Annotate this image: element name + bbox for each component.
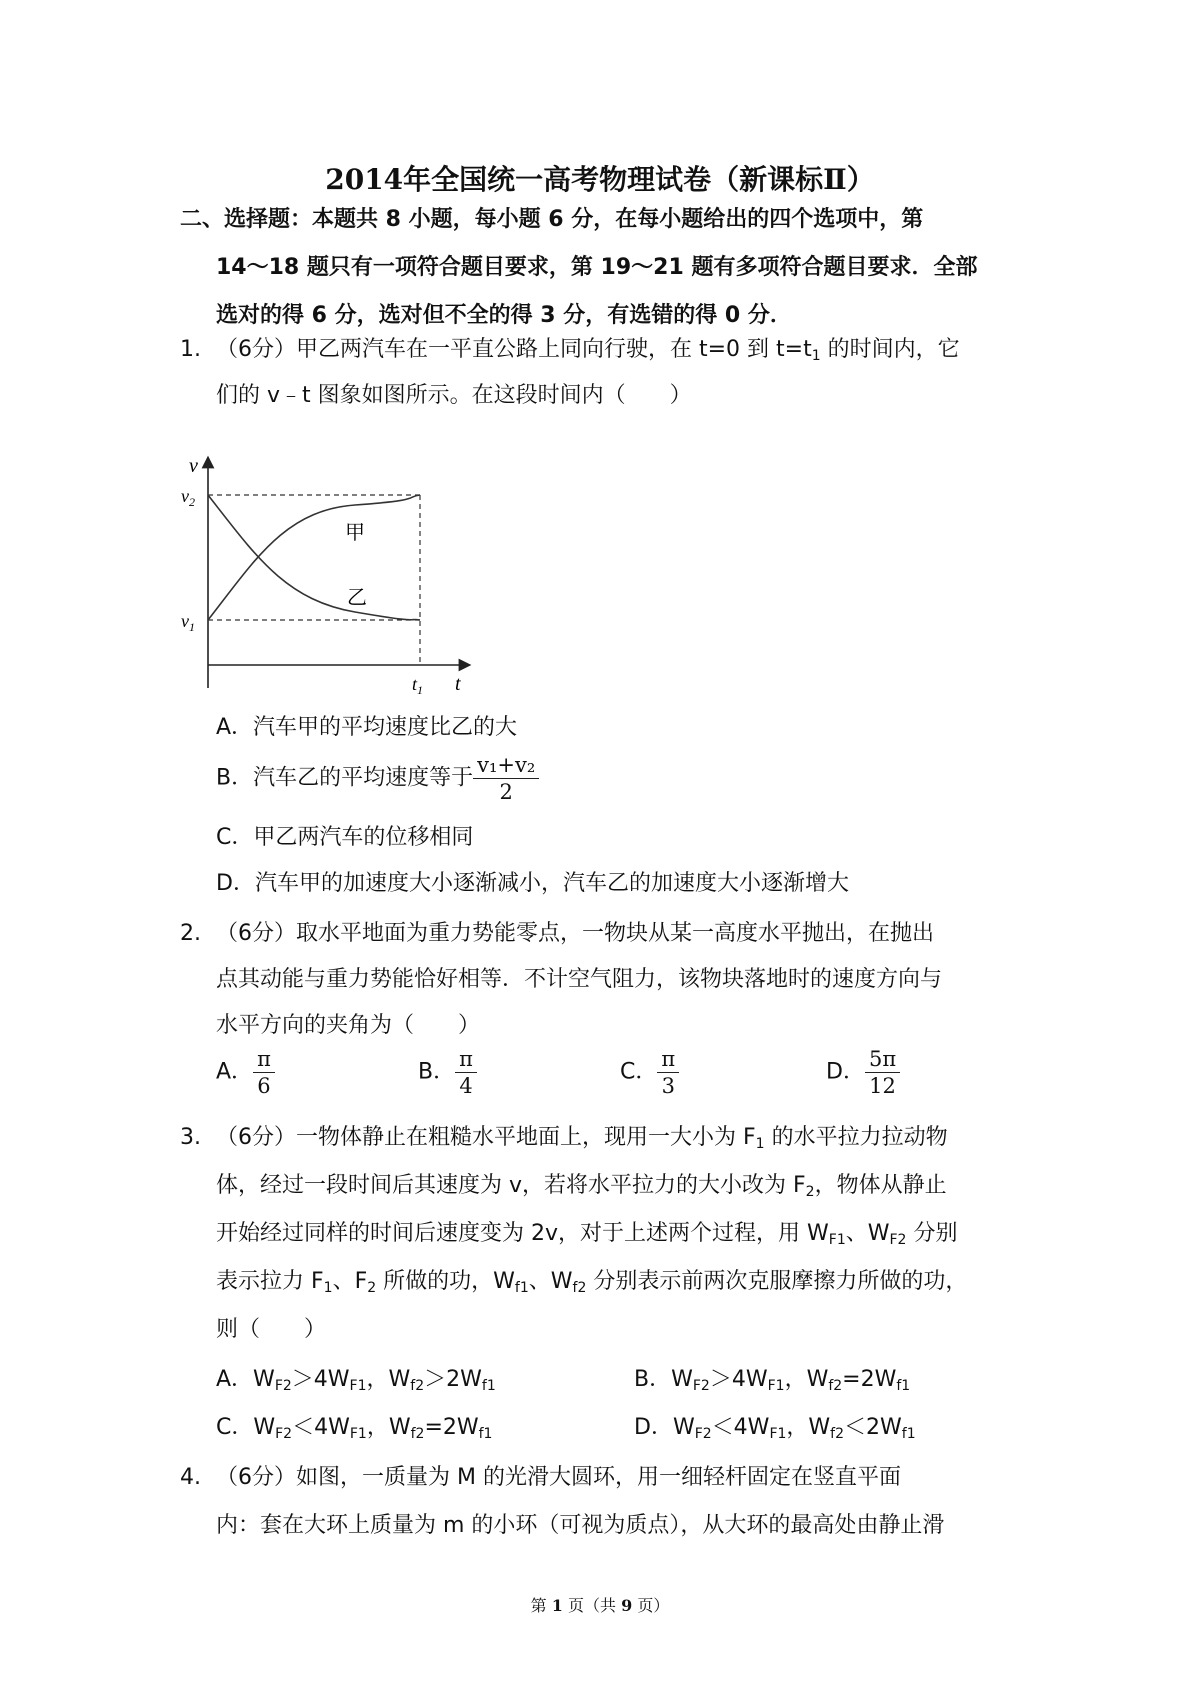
q1-option-d: D．汽车甲的加速度大小逐渐减小，汽车乙的加速度大小逐渐增大 [216,871,849,896]
q3-text-3: 开始经过同样的时间后速度变为 2v，对于上述两个过程，用 W [216,1221,829,1246]
q3-line-5: 则（ ） [216,1317,327,1342]
y-axis-label: v [189,455,198,477]
t1-label: $t_1$ [412,674,424,697]
q3-line-1 [180,1120,948,1152]
q2-option-d-label: D． [826,1059,865,1085]
q3-text-4m: 、F [332,1269,368,1294]
q3-option-d: D．$W_{F2}<4W_{F1}$，$W_{f2}<2W_{f1}$ [634,1415,916,1442]
q4-text-1: （6分）如图，一质量为 M 的光滑大圆环，用一细轻杆固定在竖直平面 [216,1465,901,1490]
q3-sub-4b: 2 [367,1280,377,1296]
q1-option-c: C．甲乙两汽车的位移相同 [216,825,474,850]
q3-c-sub-2: F1 [349,1426,367,1442]
q3-text-4m2: 、W [528,1269,573,1294]
q3-text-3m: 、W [845,1221,890,1246]
q1-line-2: 们的 v﹣t 图象如图所示。在这段时间内（ ） [216,383,692,408]
frac-numerator: π [455,1046,477,1073]
section-line-3: 选对的得 6 分，选对但不全的得 3 分，有选错的得 0 分． [216,303,792,328]
q2-option-a-label: A． [216,1059,254,1085]
q3-sub-3b: F2 [889,1232,907,1248]
q3-option-d-label: D．W [634,1415,695,1440]
q3-text-2b: ，物体从静止 [814,1173,947,1198]
q3-c-sub-3: f2 [410,1426,425,1442]
q3-sub-4d: f2 [572,1280,587,1296]
q3-a-sub-4: f1 [481,1378,496,1394]
q3-text-3b: 分别 [906,1221,958,1246]
vt-graph [175,450,475,700]
q1-text-1a: （6分）甲乙两汽车在一平直公路上同向行驶，在 t=0 到 t=t [216,337,812,362]
q1-number: 1. [180,337,201,362]
q3-c-sub-1: F2 [275,1426,293,1442]
q1-option-a: A．汽车甲的平均速度比乙的大 [216,715,518,740]
q2-option-c [620,1046,679,1099]
q2-option-a-fraction [253,1046,275,1099]
q4-line-1 [180,1460,901,1491]
q3-a-sub-3: f2 [410,1378,425,1394]
q3-b-sub-4: f1 [896,1378,911,1394]
curve-yi [208,495,420,620]
q2-number: 2. [180,921,201,946]
v2-label: $v_2$ [181,486,195,509]
q3-sub-4a: 1 [323,1280,333,1296]
footer-total-pages: 9 [621,1596,633,1615]
q3-a-sub-2: F1 [349,1378,367,1394]
q3-d-sub-3: f2 [830,1426,845,1442]
x-axis-label: t [455,673,461,695]
q1-option-b [216,752,539,805]
q3-text-4b: 所做的功，W [376,1269,515,1294]
q3-sub-2: 2 [805,1184,815,1200]
frac-denominator: 2 [499,780,513,804]
q3-b-sub-3: f2 [828,1378,843,1394]
curve-jia [208,495,420,620]
section-instructions [180,196,1040,340]
q2-option-d [826,1046,900,1099]
q3-line-2 [216,1168,947,1200]
q3-text-1b: 的水平拉力拉动物 [764,1125,948,1150]
frac-denominator: 12 [869,1074,896,1098]
footer-pre: 第 [530,1596,552,1615]
q3-option-a-label: A．W [216,1367,275,1392]
q1-line-1 [180,332,960,364]
frac-numerator: 5π [865,1046,900,1073]
frac-numerator: v₁+v₂ [473,752,539,779]
q2-option-c-label: C． [620,1059,658,1085]
frac-numerator: π [253,1046,275,1073]
q3-line-4 [216,1264,967,1296]
q2-option-b [418,1046,477,1099]
q3-d-sub-1: F2 [694,1426,712,1442]
curve-yi-label: 乙 [347,585,367,609]
frac-denominator: 4 [459,1074,473,1098]
q3-b-sub-2: F1 [767,1378,785,1394]
footer-post: 页） [632,1596,670,1615]
q2-option-a [216,1046,275,1099]
q2-text-1: （6分）取水平地面为重力势能零点，一物块从某一高度水平抛出，在抛出 [216,921,934,946]
q3-d-sub-2: F1 [769,1426,787,1442]
section-line-2: 14～18 题只有一项符合题目要求，第 19～21 题有多项符合题目要求．全部 [216,255,978,280]
q3-d-sub-4: f1 [901,1426,916,1442]
q3-text-4: 表示拉力 F [216,1269,324,1294]
q3-b-sub-1: F2 [692,1378,710,1394]
curve-jia-label: 甲 [345,520,365,544]
footer-page-number: 1 [551,1596,563,1615]
section-line-1: 二、选择题：本题共 8 小题，每小题 6 分，在每小题给出的四个选项中，第 [180,207,924,232]
q1-text-1b: 的时间内，它 [820,337,960,362]
q1-option-b-fraction [473,752,539,805]
q3-text-2: 体，经过一段时间后其速度为 v，若将水平拉力的大小改为 F [216,1173,806,1198]
v1-label: $v_1$ [181,611,195,634]
q3-option-a: A．$W_{F2}>4W_{F1}$，$W_{f2}>2W_{f1}$ [216,1367,496,1394]
q2-line-2: 点其动能与重力势能恰好相等．不计空气阻力，该物块落地时的速度方向与 [216,967,943,992]
q3-sub-1: 1 [755,1136,765,1152]
q3-option-b: B．$W_{F2}>4W_{F1}$，$W_{f2}=2W_{f1}$ [634,1367,911,1394]
q2-option-d-fraction [865,1046,900,1099]
frac-numerator: π [657,1046,679,1073]
q4-line-2: 内：套在大环上质量为 m 的小环（可视为质点），从大环的最高处由静止滑 [216,1513,945,1538]
q2-line-1 [180,916,934,947]
q3-text-1: （6分）一物体静止在粗糙水平地面上，现用一大小为 F [216,1125,756,1150]
q4-number: 4. [180,1465,201,1490]
q2-option-b-label: B． [418,1059,456,1085]
page-title: 2014年全国统一高考物理试卷（新课标Ⅱ） [325,163,875,196]
q2-option-c-fraction [657,1046,679,1099]
q3-c-sub-4: f1 [478,1426,493,1442]
q2-line-3: 水平方向的夹角为（ ） [216,1013,481,1038]
frac-denominator: 3 [661,1074,675,1098]
q1-option-b-text: B．汽车乙的平均速度等于 [216,765,474,791]
page-footer [0,1593,1200,1616]
q3-option-c-label: C．W [216,1415,276,1440]
q3-line-3 [216,1216,957,1248]
q3-option-c: C．$W_{F2}<4W_{F1}$，$W_{f2}=2W_{f1}$ [216,1415,493,1442]
q2-option-b-fraction [455,1046,477,1099]
q3-sub-4c: f1 [514,1280,529,1296]
footer-mid: 页（共 [562,1596,622,1615]
frac-denominator: 6 [257,1074,271,1098]
q3-sub-3a: F1 [828,1232,846,1248]
q3-text-4c: 分别表示前两次克服摩擦力所做的功， [586,1269,968,1294]
q3-number: 3. [180,1125,201,1150]
q3-a-sub-1: F2 [274,1378,292,1394]
q1-sub-1: 1 [811,348,821,364]
q3-option-b-label: B．W [634,1367,693,1392]
